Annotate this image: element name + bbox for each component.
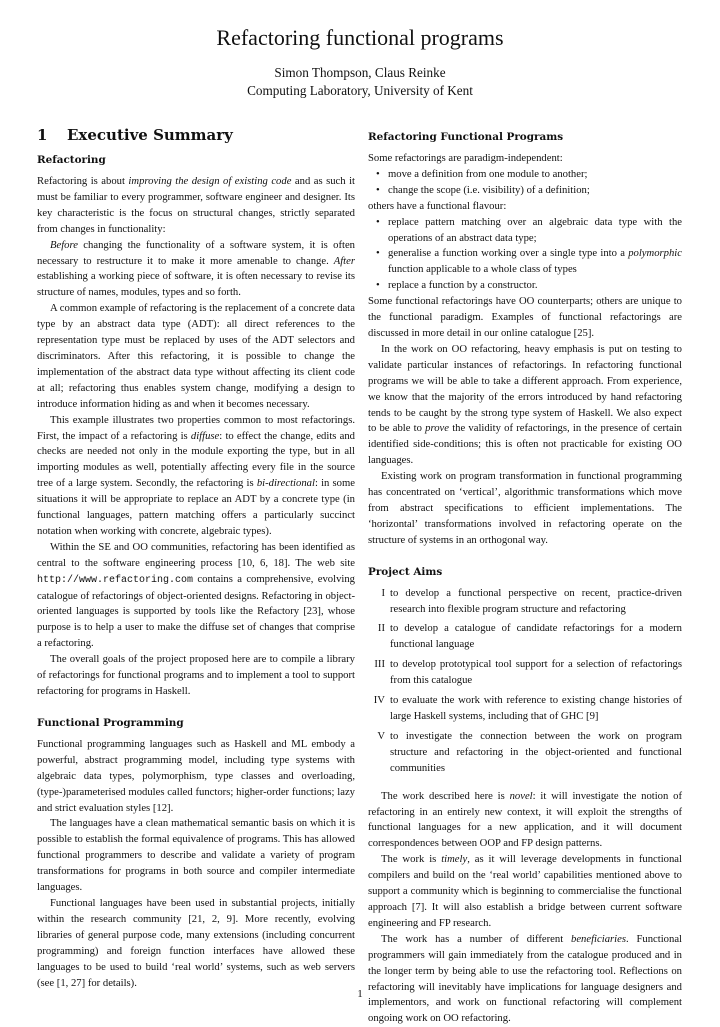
paper-title: Refactoring functional programs	[216, 25, 504, 50]
list-item: • change the scope (i.e. visibility) of a definition;	[368, 183, 682, 199]
bullet-list	[368, 167, 682, 199]
paragraph: Before changing the functionality of a software system, it is often necessary to restructure it to make it more amenable to change. After establishing a working piece of software, it is often necessary to revise its structure of names, modules, types and so forth.	[37, 239, 355, 299]
paragraph: others have a functional flavour:	[368, 200, 507, 212]
refactoring-fp-heading: Refactoring Functional Programs	[368, 131, 564, 143]
paragraph: In the work on OO refactoring, heavy emphasis is put on testing to validate particular instances of refactorings. In refactoring functional programs we will be able to take a different approach. From experience, we know that the majority of the errors introduced by hand refactoring tends to be caught by the strong type system of Haskell. We also expect to be able to prove the validity of refactorings, in the presence of certain identified side-conditions; this is often not practicable for existing OO languages.	[368, 343, 682, 467]
project-aims-heading: Project Aims	[368, 565, 443, 578]
list-item: IV to evaluate the work with reference to existing change histories of large Haskell systems, including that of GHC [9]	[373, 695, 682, 722]
paragraph: Some refactorings are paradigm-independent:	[368, 153, 563, 164]
paragraph: Within the SE and OO communities, refactoring has been identified as central to the software engineering process [10, 6, 18]. The web site http://www.refactoring.com contains a comprehensive, evolving catalogue of refactorings of object-oriented designs. Refactoring in object-oriented languages is supported by tools like the Refactory [23], whose purpose is to help a user to make the diffuse set of changes that comprise a refactoring.	[37, 541, 355, 650]
refactoring-url[interactable]: http://www.refactoring.com	[37, 574, 194, 586]
bullet-list	[368, 215, 682, 295]
list-item: I to develop a functional perspective on recent, practice-driven research into flexible program structure and refactoring	[381, 587, 682, 615]
list-item: V to investigate the connection between the work on program structure and refactoring in the object-oriented and functional communities	[377, 730, 682, 774]
list-item: • move a definition from one module to another;	[368, 167, 682, 183]
section-heading	[37, 125, 355, 145]
paragraph: Some functional refactorings have OO counterparts; others are unique to the functional paradigm. Examples of functional refactorings are discussed in more detail in our online catalogue [25].	[368, 296, 682, 339]
author-block	[0, 64, 720, 100]
paragraph: This example illustrates two properties common to most refactorings. First, the impact of a refactoring is diffuse: to effect the change, edits and checks are needed not only in the module exporting the type, but in all importing modules as well, potentially affecting every file in the source tree of a large system. Secondly, the refactoring is bi-directional: in some situations it will be appropriate to replace an ADT by a concrete type (in functional languages, pattern matching offers a particularly succinct notation when working with concrete, algebraic types).	[37, 414, 355, 537]
list-item: III to develop prototypical tool support for a selection of refactorings from this catalogue	[374, 659, 682, 687]
paragraph: Refactoring is about improving the design of existing code and as such it must be familiar to every programmer, software engineer and designer. Its key characteristic is the focus on structural changes, strictly separated from changes in functionality:	[37, 176, 355, 235]
list-item: • replace a function by a constructor.	[368, 278, 682, 294]
functional-programming-heading: Functional Programming	[37, 716, 184, 729]
list-item: • replace pattern matching over an algebraic data type with the operations of an abstract data type;	[368, 215, 682, 247]
paragraph: Existing work on program transformation in functional programming has concentrated on ‘vertical’, algorithmic transformations which move from abstract specifications to efficient implementations. The ‘horizontal’ transformations involved in refactoring operate on the structure of systems in an orthogonal way.	[368, 471, 682, 546]
paragraph: The languages have a clean mathematical semantic basis on which it is possible to establish the formal equivalence of programs. This has allowed functional programmers to describe and validate a variety of program transformations for programs in both source and compiler intermediate languages.	[37, 818, 355, 894]
right-column	[368, 125, 682, 1027]
author-names: Simon Thompson, Claus Reinke	[274, 65, 446, 80]
refactoring-heading: Refactoring	[37, 154, 106, 166]
section-number: 1	[37, 126, 48, 144]
paragraph: Functional programming languages such as Haskell and ML embody a powerful, abstract programming model, including type systems with algebraic data types, polymorphism, type classes and overloading, (type-)parameterised modules called functors; higher-order functions; lazy and strict evaluation styles [12].	[37, 738, 355, 814]
paragraph: Functional languages have been used in substantial projects, initially within the research community [21, 2, 9]. More recently, evolving libraries of general purpose code, many extensions (including concurrent programming) and foreign function interfaces have allowed these languages to be used to build ‘real world’ systems, such as web servers (see [1, 27] for details).	[37, 897, 355, 989]
list-item: • generalise a function working over a single type into a polymorphic function applicable to a whole class of types	[368, 246, 682, 278]
list-item: II to develop a catalogue of candidate refactorings for a modern functional language	[377, 623, 682, 651]
left-column	[37, 125, 355, 991]
paragraph: The work has a number of different beneficiaries. Functional programmers will gain immediately from the catalogue produced and in the longer term by being able to use the refactoring tool. Reflections on refactoring will inevitably have implications for language designers and implementors, and work on functional refactoring will complement ongoing work on OO refactoring.	[368, 933, 682, 1025]
page-number: 1	[357, 988, 363, 1000]
paragraph: The work described here is novel: it will investigate the notion of refactoring in an entirely new context, it will exploit the strengths of functional languages for a new application, and it will document correspondences between OOP and FP design patterns.	[368, 790, 682, 850]
author-affiliation: Computing Laboratory, University of Kent	[247, 83, 473, 98]
paragraph: The overall goals of the project proposed here are to compile a library of refactorings for functional programs and to implement a tool to support refactoring for programs in Haskell.	[37, 654, 355, 697]
paragraph: The work is timely, as it will leverage developments in functional compilers and build on the ‘real world’ capabilities mentioned above to support a community which is beginning to commercialise the functional approach [7]. It will also establish a bridge between current software engineering and FP research.	[368, 854, 682, 929]
paragraph: A common example of refactoring is the replacement of a concrete data type by an abstract data type (ADT): all direct references to the representation type must be replaced by uses of the ADT selectors and discriminators. After this refactoring, it is possible to change the implementation of the abstract data type without affecting its client code at all; refactoring thus enables system change, modifying a design to introduce information hiding as and when it becomes necessary.	[37, 303, 355, 410]
section-title: Executive Summary	[67, 126, 233, 144]
aims-list	[368, 586, 682, 777]
